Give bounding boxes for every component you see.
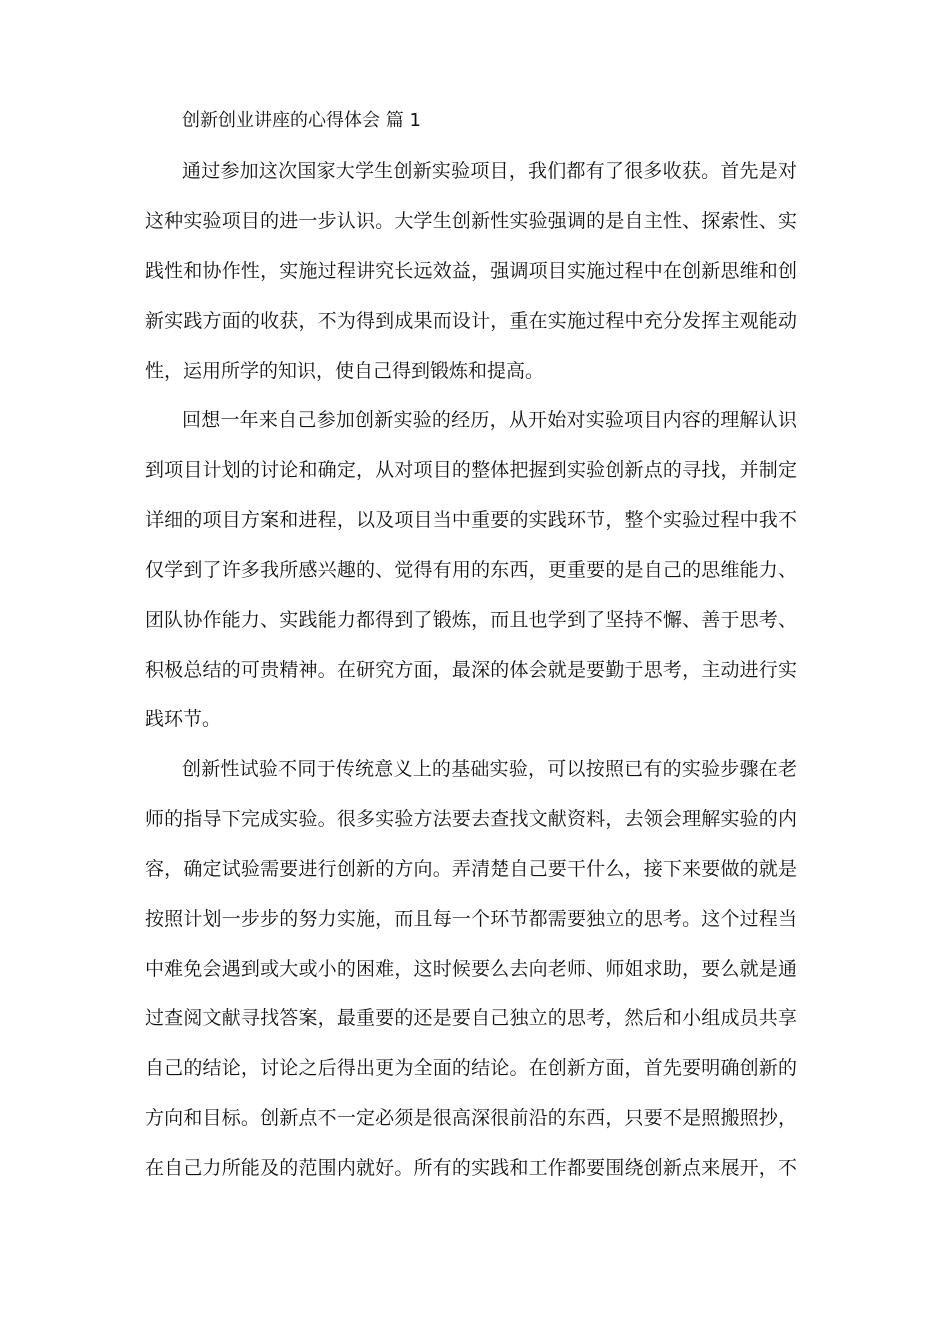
paragraph-1-line-3: 践性和协作性，实施过程讲究长远效益，强调项目实施过程中在创新思维和创 (145, 260, 797, 282)
paragraph-2-line-1: 回想一年来自己参加创新实验的经历，从开始对实验项目内容的理解认识 (182, 409, 797, 431)
paragraph-2-line-2: 到项目计划的讨论和确定，从对项目的整体把握到实验创新点的寻找，并制定 (145, 459, 797, 481)
document-title: 创新创业讲座的心得体会 篇 1 (182, 110, 421, 131)
paragraph-2-line-7: 践环节。 (145, 708, 222, 730)
paragraph-3-line-6: 过查阅文献寻找答案，最重要的还是要自己独立的思考，然后和小组成员共享 (145, 1007, 797, 1029)
paragraph-2-line-3: 详细的项目方案和进程，以及项目当中重要的实践环节，整个实验过程中我不 (145, 509, 797, 531)
paragraph-2-line-6: 积极总结的可贵精神。在研究方面，最深的体会就是要勤于思考，主动进行实 (145, 659, 797, 681)
paragraph-3-line-8: 方向和目标。创新点不一定必须是很高深很前沿的东西，只要不是照搬照抄， (145, 1107, 797, 1129)
paragraph-3-line-1: 创新性试验不同于传统意义上的基础实验，可以按照已有的实验步骤在老 (182, 758, 797, 780)
paragraph-2-line-5: 团队协作能力、实践能力都得到了锻炼，而且也学到了坚持不懈、善于思考、 (145, 609, 797, 631)
paragraph-3-line-5: 中难免会遇到或大或小的困难，这时候要么去向老师、师姐求助，要么就是通 (145, 958, 797, 980)
paragraph-1-line-2: 这种实验项目的进一步认识。大学生创新性实验强调的是自主性、探索性、实 (145, 210, 797, 232)
paragraph-3-line-3: 容，确定试验需要进行创新的方向。弄清楚自己要干什么，接下来要做的就是 (145, 858, 797, 880)
paragraph-1-line-1: 通过参加这次国家大学生创新实验项目，我们都有了很多收获。首先是对 (182, 160, 797, 182)
paragraph-1-line-5: 性，运用所学的知识，使自己得到锻炼和提高。 (145, 360, 545, 382)
paragraph-3-line-7: 自己的结论，讨论之后得出更为全面的结论。在创新方面，首先要明确创新的 (145, 1057, 797, 1079)
paragraph-1-line-4: 新实践方面的收获，不为得到成果而设计，重在实施过程中充分发挥主观能动 (145, 310, 797, 332)
paragraph-3-line-2: 师的指导下完成实验。很多实验方法要去查找文献资料，去领会理解实验的内 (145, 808, 797, 830)
paragraph-3-line-4: 按照计划一步步的努力实施，而且每一个环节都需要独立的思考。这个过程当 (145, 908, 797, 930)
paragraph-2-line-4: 仅学到了许多我所感兴趣的、觉得有用的东西，更重要的是自己的思维能力、 (145, 559, 797, 581)
paragraph-3-line-9: 在自己力所能及的范围内就好。所有的实践和工作都要围绕创新点来展开，不 (145, 1157, 797, 1179)
